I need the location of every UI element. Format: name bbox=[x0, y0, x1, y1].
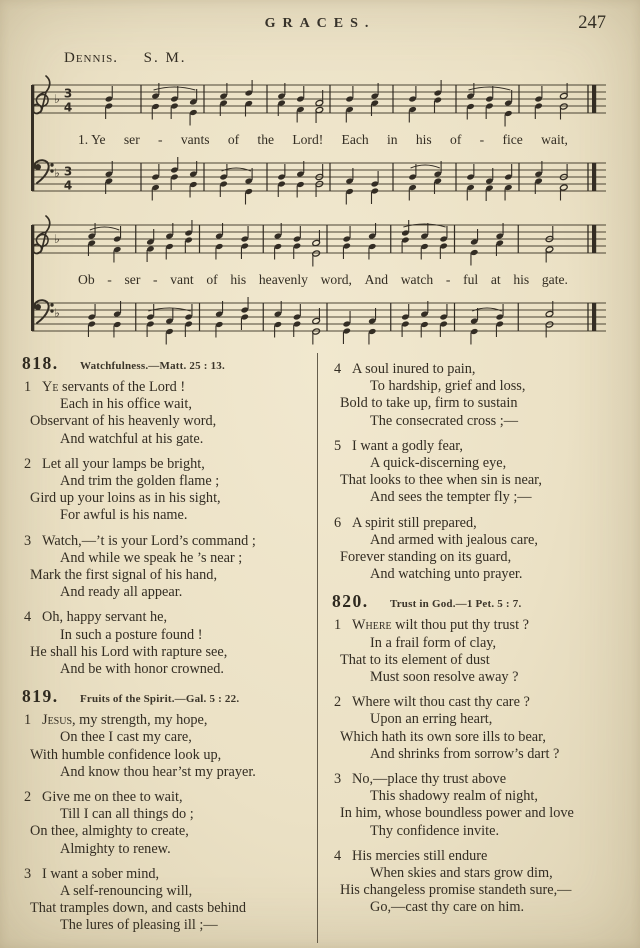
lyric-syllable: - bbox=[107, 272, 112, 287]
verse-line: When skies and stars grow dim, bbox=[370, 865, 553, 882]
verse-line: And shrinks from sorrow’s dart ? bbox=[370, 745, 560, 762]
verse-line: Gird up your loins as in his sight, bbox=[30, 490, 221, 507]
hymn-heading bbox=[332, 591, 618, 612]
hymn-verse bbox=[332, 361, 618, 430]
verse-number: 1 bbox=[24, 712, 32, 729]
lyrics-line-1 bbox=[78, 130, 568, 150]
tune-name: Dennis. bbox=[64, 50, 118, 66]
verse-line: 1 Ye servants of the Lord ! bbox=[24, 379, 186, 395]
verse-line: 4 Oh, happy servant he, bbox=[24, 609, 168, 626]
verse-line: This shadowy realm of night, bbox=[370, 788, 538, 805]
verse-line: 3 Watch,—’t is your Lord’s command ; bbox=[24, 532, 256, 549]
page-title: GRACES. bbox=[264, 16, 376, 31]
verse-line: Observant of his heavenly word, bbox=[30, 413, 217, 430]
verse-number: 2 bbox=[24, 455, 32, 472]
verse-line: And know thou hear’st my prayer. bbox=[60, 763, 256, 780]
verse-number: 2 bbox=[334, 694, 342, 711]
lyric-syllable: fice bbox=[502, 132, 523, 147]
verse-number: 4 bbox=[334, 847, 342, 864]
hymn-verse bbox=[332, 438, 618, 507]
verse-line: For awful is his name. bbox=[60, 507, 188, 524]
hymn-verse bbox=[22, 712, 307, 781]
page-number: 247 bbox=[578, 13, 606, 33]
verse-line: And watchful at his gate. bbox=[60, 430, 204, 447]
verse-number: 4 bbox=[334, 361, 342, 377]
verse-line: He shall his Lord with rapture see, bbox=[30, 643, 228, 660]
hymn-verse bbox=[332, 771, 618, 840]
lyric-syllable: - bbox=[153, 272, 158, 287]
sheet-music bbox=[16, 73, 624, 347]
lyric-syllable: - bbox=[445, 272, 451, 287]
verse-line: To hardship, grief and loss, bbox=[370, 378, 526, 395]
verse-line: That tramples down, and casts behind bbox=[30, 900, 246, 917]
treble-staff bbox=[16, 73, 620, 129]
verse-line: With humble confidence look up, bbox=[30, 746, 222, 763]
verse-line: 1 Jesus, my strength, my hope, bbox=[24, 712, 208, 729]
hymn-heading bbox=[22, 686, 307, 707]
svg-text:3: 3 bbox=[63, 86, 73, 101]
lyric-syllable: heavenly bbox=[258, 272, 308, 287]
lyric-syllable: of bbox=[206, 272, 218, 287]
verse-number: 6 bbox=[334, 514, 342, 531]
verse-line: A self-renouncing will, bbox=[60, 883, 193, 900]
lyric-syllable: vants bbox=[180, 132, 210, 147]
verse-line: Forever standing on its guard, bbox=[340, 549, 512, 566]
bass-staff bbox=[16, 151, 620, 207]
svg-text:4: 4 bbox=[63, 100, 73, 115]
hymn-verse bbox=[22, 379, 307, 448]
lyric-syllable: wait, bbox=[541, 132, 568, 147]
lyric-syllable: at bbox=[490, 272, 501, 287]
lyric-syllable: his bbox=[513, 272, 530, 287]
hymn-verse bbox=[22, 866, 307, 935]
lyric-syllable: the bbox=[257, 132, 275, 147]
hymn-verse bbox=[332, 848, 618, 917]
svg-text:♭: ♭ bbox=[54, 92, 60, 106]
lead-word: Jesus, bbox=[42, 712, 76, 729]
verse-line: 3 I want a sober mind, bbox=[24, 865, 160, 882]
svg-text:♭: ♭ bbox=[54, 306, 60, 320]
verse-line: 5 I want a godly fear, bbox=[334, 437, 463, 454]
hymn-verse bbox=[22, 456, 307, 525]
verse-line: And ready all appear. bbox=[60, 584, 183, 601]
verse-line: And watching unto prayer. bbox=[370, 566, 523, 583]
lyric-syllable: - bbox=[479, 132, 485, 147]
verse-line: And be with honor crowned. bbox=[60, 661, 224, 678]
verse-number: 2 bbox=[24, 789, 32, 806]
verse-number: 3 bbox=[334, 771, 342, 788]
verse-line: Thy confidence invite. bbox=[370, 822, 500, 839]
lyric-syllable: vant bbox=[170, 272, 194, 287]
lyric-syllable: his bbox=[415, 132, 432, 147]
music-system-1 bbox=[16, 73, 624, 207]
verse-line: 3 No,—place thy trust above bbox=[334, 771, 507, 788]
hymn-verse bbox=[332, 694, 618, 763]
treble-staff bbox=[16, 213, 620, 269]
lead-word: Ye bbox=[42, 379, 59, 395]
verse-line: Upon an erring heart, bbox=[370, 711, 493, 728]
right-text-column bbox=[318, 353, 618, 943]
verse-line: 4 A soul inured to pain, bbox=[334, 361, 476, 377]
tune-line bbox=[64, 50, 640, 67]
verse-line: Each in his office wait, bbox=[60, 396, 192, 413]
page-header bbox=[0, 13, 640, 42]
hymn-number: 819. bbox=[22, 686, 59, 707]
lyric-syllable: ser bbox=[123, 132, 140, 147]
verse-line: That looks to thee when sin is near, bbox=[340, 472, 542, 489]
hymn-verse bbox=[332, 515, 618, 584]
verse-line: A quick-discerning eye, bbox=[370, 455, 507, 472]
bass-staff bbox=[16, 291, 620, 347]
hymn-title: Trust in God.—1 Pet. 5 : 7. bbox=[390, 598, 522, 611]
hymn-verse bbox=[332, 617, 618, 686]
verse-number: 5 bbox=[334, 437, 342, 454]
svg-text:3: 3 bbox=[63, 164, 73, 179]
verse-line: 1 Where wilt thou put thy trust ? bbox=[334, 617, 530, 634]
lyric-syllable: Each bbox=[341, 132, 369, 147]
svg-text:4: 4 bbox=[63, 178, 73, 193]
left-text-column bbox=[22, 353, 318, 943]
hymn-number: 820. bbox=[332, 591, 369, 612]
hymn-verse bbox=[22, 789, 307, 858]
lyric-syllable: ser bbox=[124, 272, 141, 287]
verse-line: Till I can all things do ; bbox=[60, 806, 194, 823]
verse-number: 4 bbox=[24, 609, 32, 626]
hymn-number: 818. bbox=[22, 353, 59, 373]
tune-meter: S. M. bbox=[143, 50, 187, 66]
verse-line: 2 Let all your lamps be bright, bbox=[24, 455, 205, 472]
verse-line: And armed with jealous care, bbox=[370, 531, 538, 548]
music-system-2 bbox=[16, 213, 624, 347]
verse-line: That to its element of dust bbox=[340, 651, 490, 668]
verse-line: On thee, almighty to create, bbox=[30, 823, 189, 840]
svg-text:♭: ♭ bbox=[54, 232, 60, 246]
verse-line: Which hath its own sore ills to bear, bbox=[340, 728, 546, 745]
verse-line: Mark the first signal of his hand, bbox=[30, 567, 218, 584]
verse-line: And while we speak he ’s near ; bbox=[60, 549, 243, 566]
verse-line: The lures of pleasing ill ;— bbox=[60, 917, 218, 934]
lyric-syllable: in bbox=[387, 132, 398, 147]
verse-line: And sees the tempter fly ;— bbox=[370, 489, 532, 506]
verse-line: 6 A spirit still prepared, bbox=[334, 514, 477, 531]
lyric-syllable: And bbox=[364, 272, 389, 287]
svg-text:♭: ♭ bbox=[54, 166, 60, 180]
lyric-syllable: watch bbox=[400, 272, 434, 287]
lyrics-line-2 bbox=[78, 270, 568, 290]
verse-line: In him, whose boundless power and love bbox=[340, 805, 574, 822]
verse-line: Bold to take up, firm to sustain bbox=[340, 395, 518, 412]
hymn-verse bbox=[22, 609, 307, 678]
hymn-text-columns bbox=[0, 353, 640, 943]
verse-number: 3 bbox=[24, 532, 32, 549]
lyric-syllable: - bbox=[158, 132, 163, 147]
hymn-title: Fruits of the Spirit.—Gal. 5 : 22. bbox=[80, 693, 240, 706]
hymn-title: Watchfulness.—Matt. 25 : 13. bbox=[80, 360, 225, 372]
lyric-syllable: Lord! bbox=[292, 132, 324, 147]
verse-number: 3 bbox=[24, 865, 32, 882]
verse-line: And trim the golden flame ; bbox=[60, 473, 220, 490]
lyric-syllable: Ob bbox=[78, 272, 95, 287]
lyric-syllable: word, bbox=[320, 272, 352, 287]
system-barline bbox=[31, 225, 34, 331]
verse-line: 2 Give me on thee to wait, bbox=[24, 789, 183, 806]
lyric-syllable: ful bbox=[463, 272, 479, 287]
hymn-verse bbox=[22, 533, 307, 602]
lyric-syllable: of bbox=[227, 132, 240, 147]
system-barline bbox=[31, 85, 34, 191]
verse-number: 1 bbox=[334, 617, 342, 634]
verse-line: Go,—cast thy care on him. bbox=[370, 899, 525, 916]
verse-line: 2 Where wilt thou cast thy care ? bbox=[334, 694, 530, 711]
verse-line: In a frail form of clay, bbox=[370, 634, 497, 651]
lyric-syllable: of bbox=[450, 132, 462, 147]
verse-number: 1 bbox=[24, 379, 32, 395]
verse-line: His changeless promise standeth sure,— bbox=[340, 882, 572, 899]
verse-line: 4 His mercies still endure bbox=[334, 847, 488, 864]
lead-word: Where bbox=[352, 617, 392, 634]
verse-line: The consecrated cross ;— bbox=[370, 412, 519, 429]
lyric-syllable: 1. Ye bbox=[78, 132, 106, 147]
verse-line: On thee I cast my care, bbox=[60, 729, 192, 746]
lyric-syllable: his bbox=[230, 272, 247, 287]
verse-line: In such a posture found ! bbox=[60, 626, 203, 643]
hymn-heading bbox=[22, 353, 307, 374]
verse-line: Must soon resolve away ? bbox=[370, 669, 519, 686]
lyric-syllable: gate. bbox=[541, 272, 568, 287]
verse-line: Almighty to renew. bbox=[60, 840, 171, 857]
